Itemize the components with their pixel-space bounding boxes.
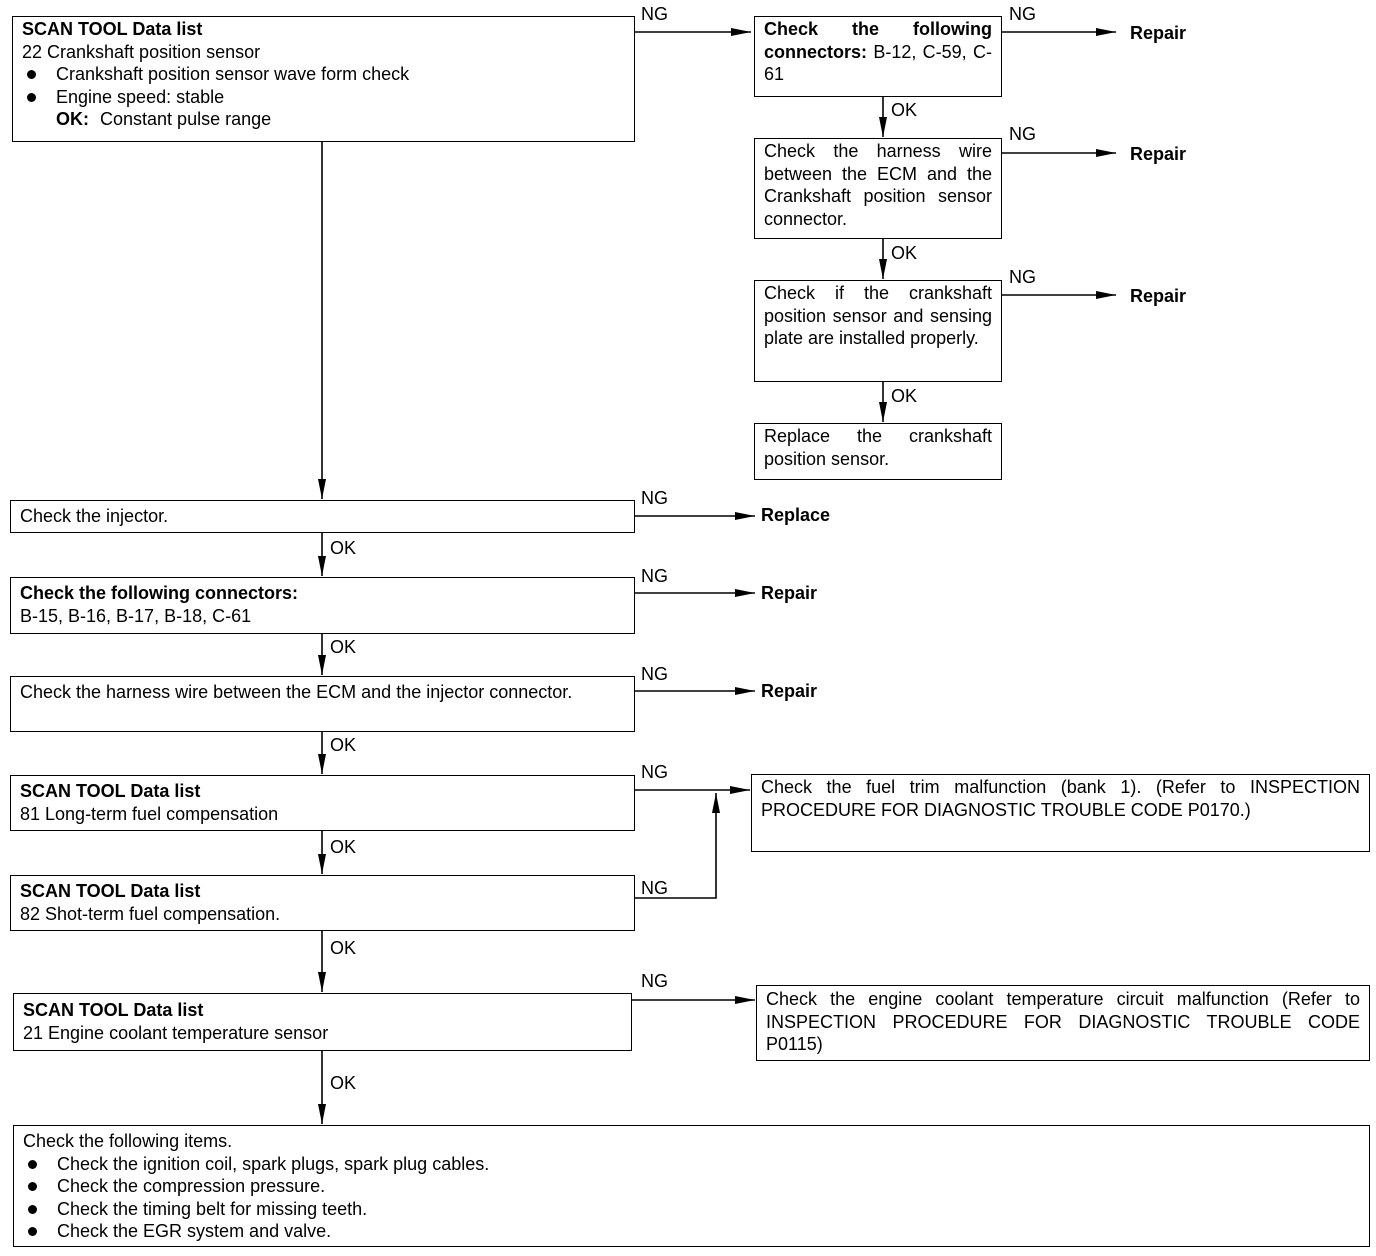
injector-text: Check the injector. [20, 506, 169, 526]
scan-ltft-item: 81 Long-term fuel compensation [20, 803, 279, 824]
ng-label: NG [641, 762, 668, 782]
final-item: Check the ignition coil, spark plugs, spark plug cables. [23, 1153, 1360, 1176]
ok-label: OK [330, 837, 357, 857]
conn-crank-box [754, 16, 1002, 97]
ng-label: NG [641, 664, 668, 684]
scan-ect-box [13, 993, 632, 1051]
ng-label: NG [641, 971, 668, 991]
fuel-trim-box: Check the fuel trim malfunction (bank 1). (Refer to INSPECTION PROCEDURE FOR DIAGNOSTIC TROUBLE CODE P0170.) [751, 774, 1370, 852]
result-repair: Repair [761, 583, 818, 603]
replace-crank-box: Replace the crankshaft position sensor. [754, 423, 1002, 480]
scan-ltft-title: SCAN TOOL Data list [20, 781, 201, 801]
scan-stft-box [10, 875, 635, 931]
ect-circuit-box: Check the engine coolant temperature circuit malfunction (Refer to INSPECTION PROCEDURE FOR DIAGNOSTIC TROUBLE CODE P0115) [756, 985, 1370, 1061]
final-checks-box [13, 1125, 1370, 1247]
ng-label: NG [1009, 267, 1036, 287]
conn-crank-label: Check the following connectors: [764, 19, 992, 62]
install-crank-box: Check if the crankshaft position sensor and sensing plate are installed properly. [754, 280, 1002, 382]
scan-crank-title: SCAN TOOL Data list [22, 19, 203, 39]
ok-label: OK [330, 735, 357, 755]
conn-inj-box [10, 577, 635, 634]
conn-inj-title: Check the following connectors: [20, 583, 299, 603]
scan-crank-bullet: Engine speed: stable [22, 86, 625, 109]
scan-ect-title: SCAN TOOL Data list [23, 1000, 204, 1020]
scan-crank-ok-line [22, 108, 625, 131]
conn-crank-text: B-12, C-59, C-61 [764, 41, 992, 84]
ok-label: OK [330, 938, 357, 958]
scan-crank-item: 22 Crankshaft position sensor [22, 41, 261, 62]
final-item: Check the compression pressure. [23, 1175, 1360, 1198]
conn-inj-text: B-15, B-16, B-17, B-18, C-61 [20, 605, 252, 626]
result-repair: Repair [761, 681, 818, 701]
scan-ect-item: 21 Engine coolant temperature sensor [23, 1022, 329, 1043]
ok-label: OK [891, 100, 918, 120]
harness-inj-box: Check the harness wire between the ECM and the injector connector. [10, 676, 635, 732]
scan-crank-bullet: Crankshaft position sensor wave form check [22, 63, 625, 86]
ng-label: NG [641, 488, 668, 508]
scan-ltft-box [10, 775, 635, 831]
ok-label: OK [330, 637, 357, 657]
ok-label: OK [891, 243, 918, 263]
harness-crank-box: Check the harness wire between the ECM and the Crankshaft position sensor connector. [754, 138, 1002, 239]
scan-stft-item: 82 Shot-term fuel compensation. [20, 903, 281, 924]
result-repair: Repair [1130, 144, 1187, 164]
ng-label: NG [641, 566, 668, 586]
ng-label: NG [1009, 4, 1036, 24]
result-replace: Replace [761, 505, 831, 525]
ng-label: NG [641, 878, 668, 898]
result-repair: Repair [1130, 23, 1187, 43]
scan-crank-box [12, 16, 635, 142]
final-item: Check the EGR system and valve. [23, 1220, 1360, 1243]
injector-box [10, 500, 635, 533]
scan-crank-ok-label: OK: [56, 109, 89, 129]
scan-stft-title: SCAN TOOL Data list [20, 881, 201, 901]
final-title: Check the following items. [23, 1131, 233, 1151]
ng-label: NG [1009, 124, 1036, 144]
ok-label: OK [891, 386, 918, 406]
final-item: Check the timing belt for missing teeth. [23, 1198, 1360, 1221]
ng-label: NG [641, 4, 668, 24]
result-repair: Repair [1130, 286, 1187, 306]
scan-crank-ok-text: Constant pulse range [100, 109, 272, 129]
ok-label: OK [330, 538, 357, 558]
ok-label: OK [330, 1073, 357, 1093]
